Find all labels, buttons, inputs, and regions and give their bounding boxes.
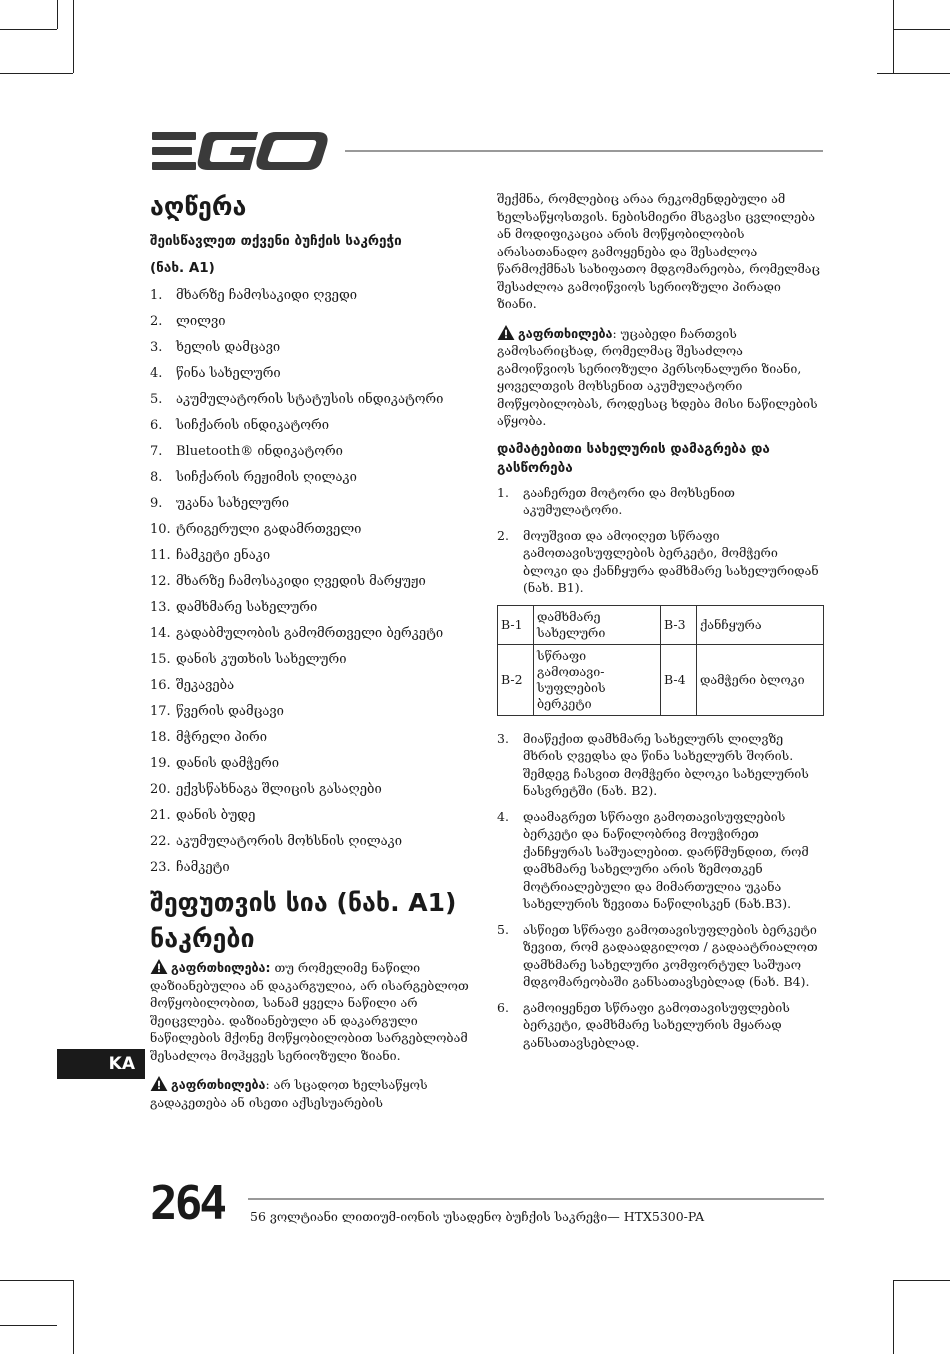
item-number: 2. [150,314,163,329]
list-item [150,651,480,668]
item-number: 7. [150,444,163,459]
part-name-cell: ქანჩყურა [697,605,824,644]
list-item [497,808,824,913]
item-text: მხარზე ჩამოსაკიდი ღვედის მარყუჟი [176,574,426,589]
footer-rule [248,1198,824,1200]
language-tab: KA [57,1049,145,1079]
item-text: მიაწექით დამხმარე სახელურს ლილვზე მხრის ღვედსა და წინა სახელურს შორის. შემდეგ ჩასვით მომჭერი ბლოკი სახელურის ნასვრეტში (ნახ. B2). [523,730,809,798]
item-text: ჩამკეტი ენაკი [176,548,271,563]
list-item [150,781,480,798]
item-text: ჩამკეტი [176,860,230,875]
part-name-cell: დამჭერი ბლოკი [697,644,824,715]
list-item [150,833,480,850]
crop-mark [0,1280,73,1281]
item-number: 15. [150,652,171,667]
list-item [497,484,824,519]
crop-mark [73,1280,74,1354]
item-number: 11. [150,548,171,563]
warning-text: თუ რომელიმე ნაწილი დაზიანებულია ან დაკარგულია, არ ისარგებლოთ მოწყობილობით, სანამ ყველა ნაწილი არ შეიცვლება. დაზიანებული ან დაკარგული ნაწილების მქონე მოწყობილობით სარგებლობამ შესაძლოა მოჰყვეს სერიოზული ზიანი. [150,960,469,1063]
item-text: დანის კუთხის სახელური [176,652,347,667]
item-number: 14. [150,626,171,641]
item-number: 5. [497,921,509,937]
crop-mark [893,1280,950,1281]
list-item [150,729,480,746]
list-item [150,443,480,460]
list-item [150,677,480,694]
warning-block [150,1076,480,1111]
item-number: 17. [150,704,171,719]
item-text: ასწიეთ სწრაფი გამოთავისუფლების ბერკეტი ზევით, რომ გადაადგილოთ / გადაატრიალოთ დამხმარე სახელური კომფორტულ საშუაო მდგომარეობაში განსათავსებლად (ნახ. B4). [523,921,818,989]
item-number: 19. [150,756,171,771]
item-text: მხარზე ჩამოსაკიდი ღვედი [176,288,358,303]
warning-text: : არ სცადოთ ხელსაწყოს გადაკეთება ან ისეთი აქსესუარების [150,1077,428,1110]
part-name-cell: სწრაფი გამოთავი-სუფლების ბერკეტი [534,644,661,715]
list-item [150,495,480,512]
crop-mark [0,29,57,30]
list-item [497,999,824,1052]
warning-text: : უცაბედი ჩართვის გამოსარიცხად, რომელმაც შესაძლოა გამოიწვიოს სერიოზული პერსონალური ზიანი, ყოველთვის მოხსენით აკუმულატორი მოწყობილობას, როდესაც ხდება მისი ნაწილების აწყობა. [497,325,818,428]
item-number: 8. [150,470,163,485]
steps-list [497,730,824,1052]
item-number: 6. [150,418,163,433]
item-number: 13. [150,600,171,615]
item-text: წინა სახელური [176,366,281,381]
list-item [150,599,480,616]
item-text: ექვსწახნაგა შლიცის გასაღები [176,782,382,797]
item-number: 1. [497,484,509,500]
item-text: გააჩერეთ მოტორი და მოხსენით აკუმულატორი. [523,484,735,517]
list-item [497,527,824,597]
crop-mark [73,0,74,73]
list-item [150,859,480,876]
item-text: უკანა სახელური [176,496,290,511]
item-number: 21. [150,808,171,823]
warning-block [497,325,824,430]
crop-mark [893,0,894,73]
warning-label: გაფრთხილება [171,1077,266,1092]
item-text: წვერის დამცავი [176,704,284,719]
warning-icon [497,325,515,340]
item-text: ხელის დამცავი [176,340,281,355]
list-item [150,469,480,486]
part-code-cell: B-3 [661,605,697,644]
left-column [150,190,480,1111]
part-code-cell: B-2 [498,644,534,715]
item-number: 16. [150,678,171,693]
list-item [150,391,480,408]
crop-mark [57,0,58,29]
item-number: 4. [150,366,163,381]
packing-list-title: შეფუთვის სია (ნახ. A1) ნაკრები [150,888,457,953]
parts-table [497,605,824,716]
list-item [150,287,480,304]
section-title-handle: დამატებითი სახელურის დამაგრება და გასწორება [497,440,770,476]
list-item [497,730,824,800]
item-text: დანის ბუდე [176,808,256,823]
header-rule [345,150,823,152]
item-text: აკუმულატორის სტატუსის ინდიკატორი [176,392,444,407]
item-text: Bluetooth® ინდიკატორი [176,444,343,459]
item-number: 3. [150,340,163,355]
list-item [150,313,480,330]
item-number: 5. [150,392,163,407]
item-text: დამხმარე სახელური [176,600,318,615]
item-number: 2. [497,527,509,543]
table-row [498,644,824,715]
subtitle: შეისწავლეთ თქვენი ბუჩქის საკრეჭი [150,233,402,249]
list-item [150,625,480,642]
list-item [150,703,480,720]
parts-list [150,287,480,876]
section-title-description: აღწერა [150,192,247,221]
item-number: 3. [497,730,509,746]
crop-mark [0,73,73,74]
item-text: შეკავება [176,678,235,693]
item-text: ტრიგერული გადამრთველი [176,522,362,537]
list-item [150,521,480,538]
part-code-cell: B-4 [661,644,697,715]
list-item [150,547,480,564]
item-number: 22. [150,834,171,849]
list-item [497,921,824,991]
table-row [498,605,824,644]
list-item [150,755,480,772]
item-number: 20. [150,782,171,797]
steps-list [497,484,824,597]
warning-label: გაფრთხილება [518,325,613,341]
item-text: დანის დამჭერი [176,756,280,771]
item-number: 10. [150,522,171,537]
part-name-cell: დამხმარე სახელური [534,605,661,644]
item-number: 4. [497,808,509,824]
item-text: დაამაგრეთ სწრაფი გამოთავისუფლების ბერკეტი და ნაწილობრივ მოუჭირეთ ქანჩყურას საშუალებით. დარწმუნდით, რომ დამხმარე სახელური არის ზემოთკენ მოტრიალებული და მიმართულია უკანა სახელურის ზევითა ნაწილისკენ (ნახ.B3). [523,808,809,911]
item-number: 18. [150,730,171,745]
figure-ref: (ნახ. A1) [150,260,215,276]
item-text: გადაბმულობის გამომრთველი ბერკეტი [176,626,444,641]
item-text: ლილვი [176,314,226,329]
item-text: მჭრელი პირი [176,730,268,745]
warning-label: გაფრთხილება: [171,960,271,975]
item-number: 23. [150,860,171,875]
page-number: 264 [150,1176,225,1230]
crop-mark [877,73,950,74]
item-number: 9. [150,496,163,511]
item-number: 1. [150,288,163,303]
list-item [150,365,480,382]
warning-icon [150,1076,168,1091]
part-code-cell: B-1 [498,605,534,644]
item-text: სიჩქარის ინდიკატორი [176,418,329,433]
item-text: მოუშვით და ამოიღეთ სწრაფი გამოთავისუფლების ბერკეტი, მომჭერი ბლოკი და ქანჩყურა დამხმარე სახელურიდან (ნახ. B1). [523,527,819,595]
right-column [497,190,824,1059]
item-number: 6. [497,999,509,1015]
item-text: გამოიყენეთ სწრაფი გამოთავისუფლების ბერკეტი, დამხმარე სახელურის მყარად განსათავსებლად. [523,999,790,1050]
list-item [150,339,480,356]
list-item [150,417,480,434]
crop-mark [0,1325,57,1326]
warning-block [150,959,480,1064]
item-text: აკუმულატორის მოხსნის ღილაკი [176,834,403,849]
ego-logo [150,130,330,172]
item-number: 12. [150,574,171,589]
item-text: სიჩქარის რეჟიმის ღილაკი [176,470,357,485]
crop-mark [893,1280,894,1354]
continued-paragraph: შექმნა, რომლებიც არაა რეკომენდებული ამ ხელსაწყოსთვის. ნებისმიერი მსგავსი ცვლილება ან მოდიფიკაცია არის მოწყობილობის არასათანადო გამოყენება და შესაძლოა წარმოქმნას სახიფათო მდგომარეობა, რომელმაც შესაძლოა გამოიწვიოს სერიოზული პირადი ზიანი. [497,191,820,311]
warning-icon [150,959,168,974]
crop-mark [893,29,950,30]
list-item [150,807,480,824]
footer-text: 56 ვოლტიანი ლითიუმ-იონის უსადენო ბუჩქის საკრეჭი— HTX5300-PA [250,1209,705,1224]
list-item [150,573,480,590]
